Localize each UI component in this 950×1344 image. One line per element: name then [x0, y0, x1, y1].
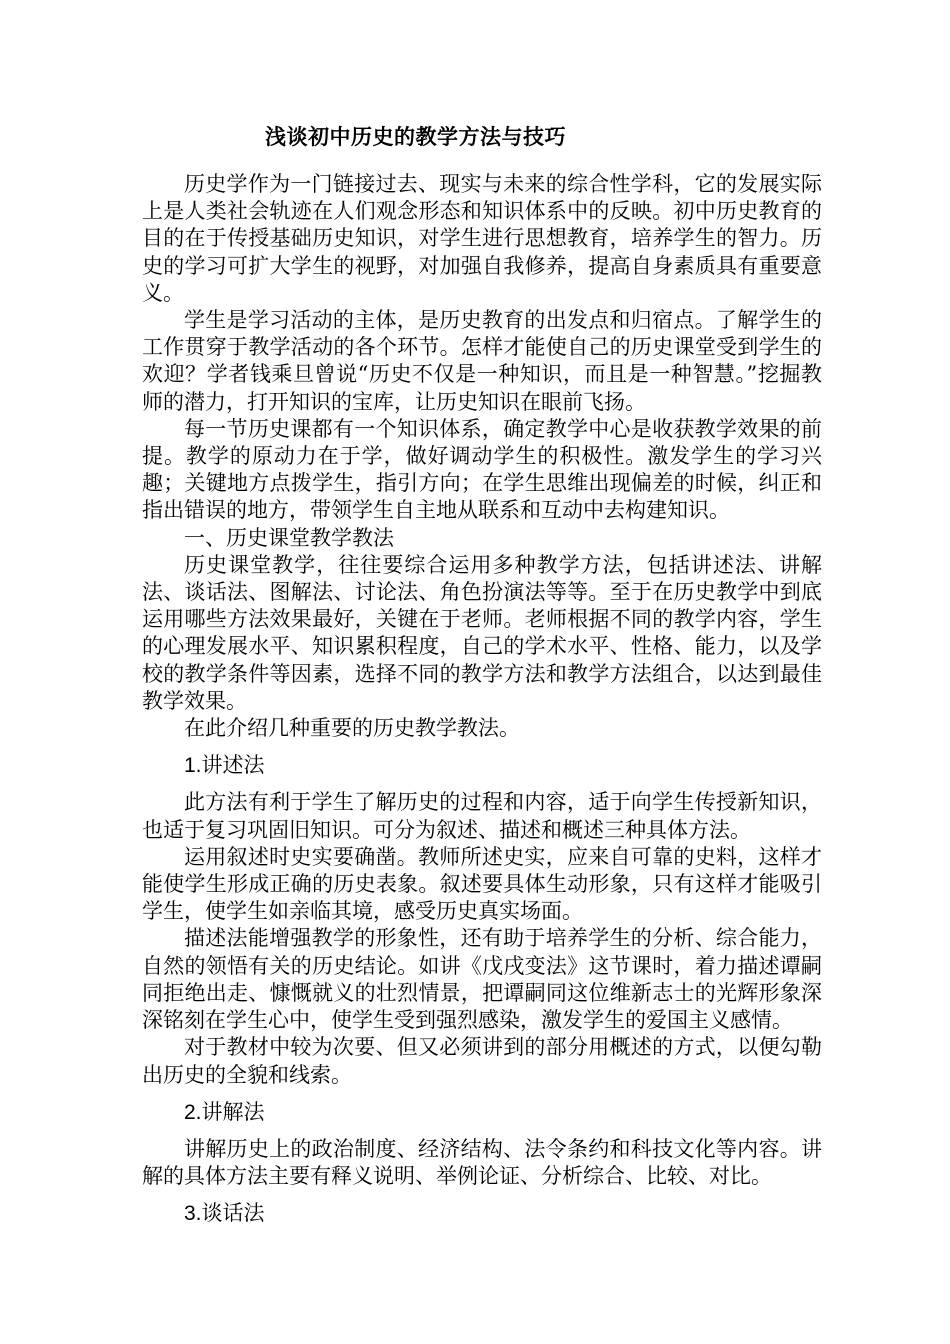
section-heading: 一、历史课堂教学教法	[184, 525, 394, 550]
paragraph: 历史学作为一门链接过去、现实与未来的综合性学科，它的发展实际上是人类社会轨迹在人们观念形态和知识体系中的反映。初中历史教育的目的在于传授基础历史知识，对学生进行思想教育，培养学生的智力。历史的学习可扩大学生的视野，对加强自我修养，提高自身素质具有重要意义。	[142, 172, 822, 305]
paragraph: 每一节历史课都有一个知识体系，确定教学中心是收获教学效果的前提。教学的原动力在于学，做好调动学生的积极性。激发学生的学习兴趣；关键地方点拨学生，指引方向；在学生思维出现偏差的时候，纠正和指出错误的地方，带领学生自主地从联系和互动中去构建知识。	[142, 416, 822, 523]
paragraph: 学生是学习活动的主体，是历史教育的出发点和归宿点。了解学生的工作贯穿于教学活动的各个环节。怎样才能使自己的历史课堂受到学生的欢迎？学者钱乘旦曾说“历史不仅是一种知识，而且是一种智慧。”挖掘教师的潜力，打开知识的宝库，让历史知识在眼前飞扬。	[142, 308, 822, 414]
paragraph: 运用叙述时史实要确凿。教师所述史实，应来自可靠的史料，这样才能使学生形成正确的历史表象。叙述要具体生动形象，只有这样才能吸引学生，使学生如亲临其境，感受历史真实场面。	[142, 844, 822, 924]
subsection-name: 谈话法	[201, 1201, 265, 1226]
paragraph: 此方法有利于学生了解历史的过程和内容，适于向学生传授新知识，也适于复习巩固旧知识。可分为叙述、描述和概述三种具体方法。	[142, 790, 822, 842]
document-body	[142, 171, 822, 1238]
subsection-number: 2.	[184, 1100, 202, 1124]
subsection-heading	[142, 1099, 822, 1126]
paragraph: 对于教材中较为次要、但又必须讲到的部分用概述的方式，以便勾勒出历史的全貌和线索。	[142, 1035, 822, 1087]
document-title: 浅谈初中历史的教学方法与技巧	[265, 124, 566, 149]
subsection-name: 讲解法	[201, 1099, 265, 1124]
subsection-name: 讲述法	[201, 753, 265, 778]
subsection-heading	[142, 1200, 822, 1227]
paragraph: 历史课堂教学，往往要综合运用多种教学方法，包括讲述法、讲解法、谈话法、图解法、讨论法、角色扮演法等等。至于在历史教学中到底运用哪些方法效果最好，关键在于老师。老师根据不同的教学内容，学生的心理发展水平、知识累积程度，自己的学术水平、性格、能力，以及学校的教学条件等因素，选择不同的教学方法和教学方法组合，以达到最佳教学效果。	[142, 552, 822, 713]
subsection-heading	[142, 752, 822, 779]
paragraph: 在此介绍几种重要的历史教学教法。	[184, 716, 520, 741]
paragraph: 描述法能增强教学的形象性，还有助于培养学生的分析、综合能力，自然的领悟有关的历史结论。如讲《戊戌变法》这节课时，着力描述谭嗣同拒绝出走、慷慨就义的壮烈情景，把谭嗣同这位维新志士的光辉形象深深铭刻在学生心中，使学生受到强烈感染，激发学生的爱国主义感情。	[142, 926, 822, 1033]
paragraph: 讲解历史上的政治制度、经济结构、法令条约和科技文化等内容。讲解的具体方法主要有释义说明、举例论证、分析综合、比较、对比。	[142, 1136, 822, 1189]
subsection-number: 1.	[184, 754, 202, 778]
subsection-number: 3.	[184, 1202, 202, 1226]
